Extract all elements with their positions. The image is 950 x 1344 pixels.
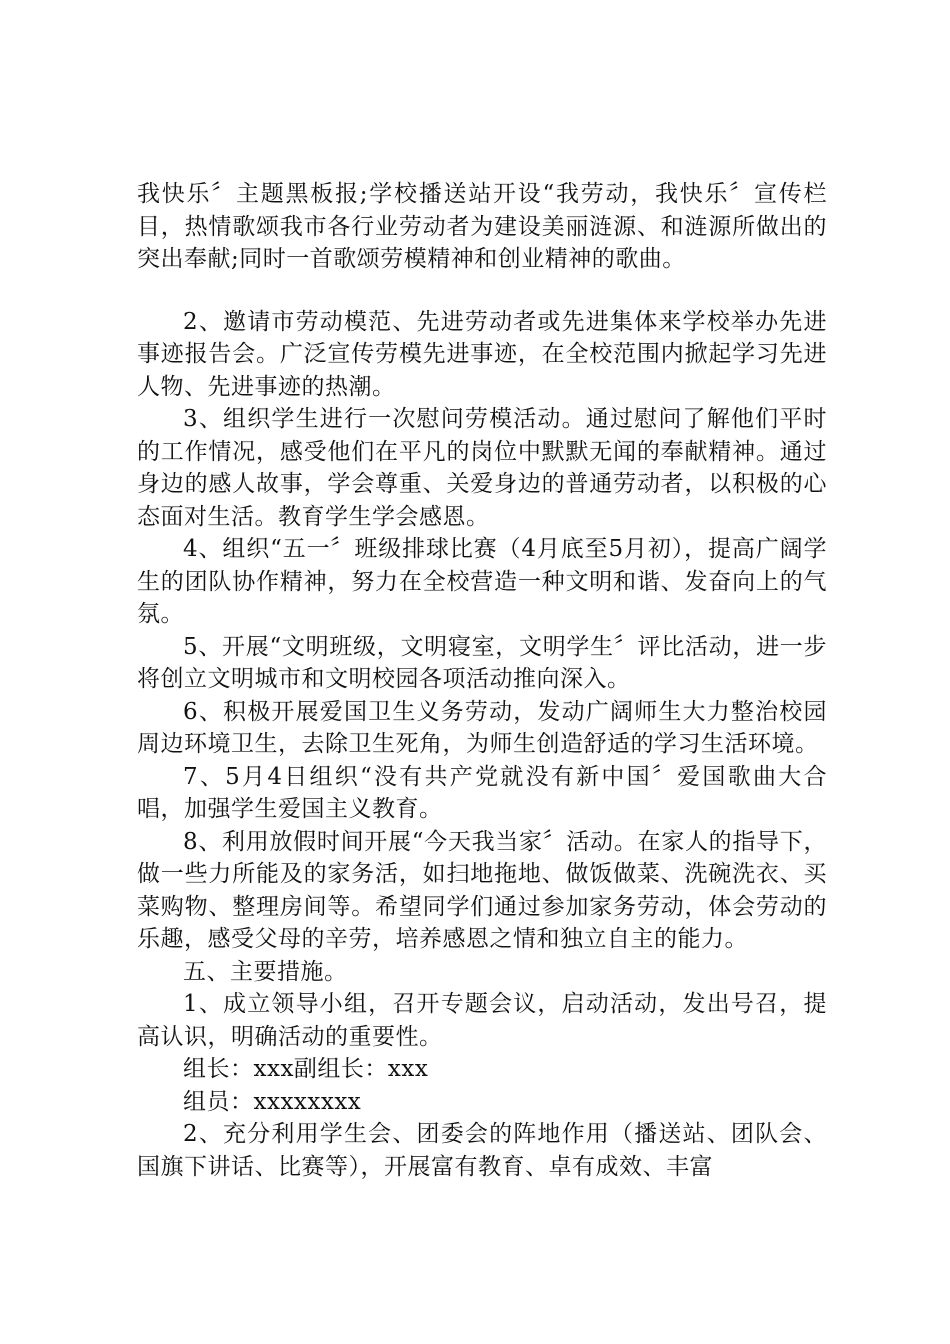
section-heading-measures: 五、主要措施。: [183, 958, 348, 985]
paragraph-continuation: 我快乐〞主题黑板报;学校播送站开设“我劳动，我快乐〞宣传栏目，热情歌颂我市各行业劳动者为建设美丽涟源、和涟源所做出的突出奉献;同时一首歌颂劳模精神和创业精神的歌曲。: [137, 181, 827, 272]
paragraph-item-6: 6、积极开展爱国卫生义务劳动，发动广阔师生大力整治校园周边环境卫生，去除卫生死角，为师生创造舒适的学习生活环境。: [137, 698, 827, 757]
paragraph-item-4: 4、组织“五一〞班级排球比赛（4月底至5月初），提高广阔学生的团队协作精神，努力在全校营造一种文明和谐、发奋向上的气氛。: [137, 536, 827, 627]
document-body: [137, 178, 827, 1183]
paragraph-measure-1: 1、成立领导小组，召开专题会议，启动活动，发出号召，提高认识，明确活动的重要性。: [137, 991, 827, 1050]
paragraph-item-5: 5、开展“文明班级，文明寝室，文明学生〞评比活动，进一步将创立文明城市和文明校园各项活动推向深入。: [137, 633, 827, 692]
paragraph-item-8: 8、利用放假时间开展“今天我当家〞活动。在家人的指导下，做一些力所能及的家务活，如扫地拖地、做饭做菜、洗碗洗衣、买菜购物、整理房间等。希望同学们通过参加家务劳动，体会劳动的乐趣，感受父母的辛劳，培养感恩之情和独立自主的能力。: [137, 828, 827, 952]
paragraph-measure-2: 2、充分利用学生会、团委会的阵地作用（播送站、团队会、国旗下讲话、比赛等），开展富有教育、卓有成效、丰富: [137, 1121, 827, 1180]
paragraph-item-7: 7、5月4日组织“没有共产党就没有新中国〞爱国歌曲大合唱，加强学生爱国主义教育。: [137, 763, 827, 822]
paragraph-leaders: 组长：xxx副组长：xxx: [183, 1056, 429, 1082]
paragraph-item-2: 2、邀请市劳动模范、先进劳动者或先进集体来学校举办先进事迹报告会。广泛宣传劳模先进事迹，在全校范围内掀起学习先进人物、先进事迹的热潮。: [137, 308, 827, 400]
paragraph-item-3: 3、组织学生进行一次慰问劳模活动。通过慰问了解他们平时的工作情况，感受他们在平凡的岗位中默默无闻的奉献精神。通过身边的感人故事，学会尊重、关爱身边的普通劳动者，以积极的心态面对生活。教育学生学会感恩。: [137, 406, 827, 530]
paragraph-members: 组员：xxxxxxxx: [183, 1088, 362, 1115]
